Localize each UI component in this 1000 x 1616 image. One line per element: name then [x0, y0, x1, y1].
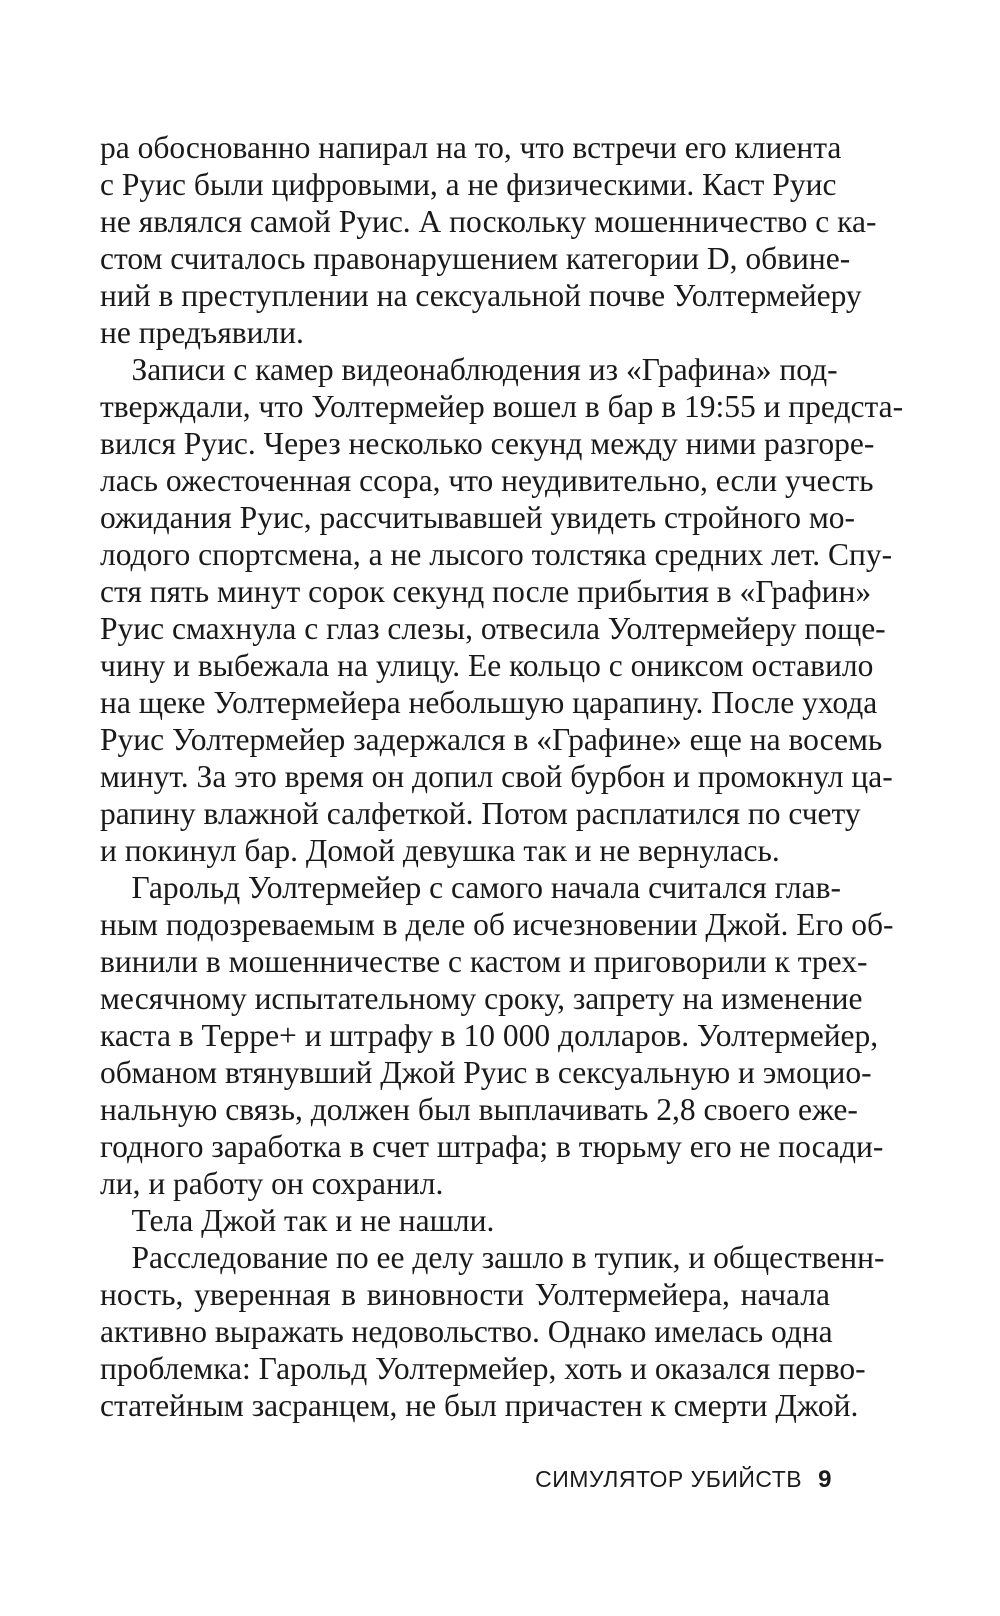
text-line: ний в преступлении на сексуальной почве Уолтермейеру: [100, 278, 862, 313]
text-line: нальную связь, должен был выплачивать 2,8 своего еже-: [100, 1092, 858, 1127]
body-text: [100, 129, 904, 1424]
text-line: рапину влажной салфеткой. Потом расплатился по счету: [100, 796, 861, 831]
page-number: 9: [818, 1466, 832, 1493]
text-line: на щеке Уолтермейера небольшую царапину. После ухода: [100, 685, 878, 720]
text-line: каста в Терре+ и штрафу в 10 000 долларов. Уолтермейер,: [100, 1018, 879, 1053]
text-line: винили в мошенничестве с кастом и приговорили к трех-: [100, 944, 868, 979]
text-line: активно выражать недовольство. Однако имелась одна: [100, 1314, 833, 1349]
text-line: Руис смахнула с глаз слезы, отвесила Уолтермейеру поще-: [100, 611, 886, 646]
text-line: Руис Уолтермейер задержался в «Графине» еще на восемь: [100, 722, 883, 757]
text-line: стом считалось правонарушением категории D, обвине-: [100, 241, 851, 276]
text-line: Записи с камер видеонаблюдения из «Графина» под-: [100, 352, 838, 387]
text-line: ным подозреваемым в деле об исчезновении Джой. Его об-: [100, 907, 894, 942]
text-line: проблемка: Гарольд Уолтермейер, хоть и оказался перво-: [100, 1351, 866, 1386]
text-line: месячному испытательному сроку, запрету на изменение: [100, 981, 863, 1016]
text-line: лась ожесточенная ссора, что неудивительно, если учесть: [100, 463, 874, 498]
paragraph: [100, 1202, 830, 1239]
text-line: не являлся самой Руис. А поскольку мошенничество с ка-: [100, 204, 877, 239]
text-line: с Руис были цифровыми, а не физическими. Каст Руис: [100, 167, 837, 202]
text-line: статейным засранцем, не был причастен к смерти Джой.: [100, 1388, 859, 1423]
text-line: обманом втянувший Джой Руис в сексуальную и эмоцио-: [100, 1055, 872, 1090]
text-line: ность, уверенная в виновности Уолтермейера, начала: [100, 1277, 830, 1312]
text-line: тверждали, что Уолтермейер вошел в бар в 19:55 и предста-: [100, 389, 904, 424]
text-line: стя пять минут сорок секунд после прибытия в «Графин»: [100, 574, 872, 609]
text-line: годного заработка в счет штрафа; в тюрьму его не посади-: [100, 1129, 884, 1164]
paragraph: [100, 351, 904, 869]
paragraph: [100, 1239, 885, 1424]
text-line: ожидания Руис, рассчитывавшей увидеть стройного мо-: [100, 500, 856, 535]
text-line: ра обоснованно напирал на то, что встречи его клиента: [100, 130, 842, 165]
paragraph: [100, 869, 894, 1202]
page-footer: [535, 1466, 832, 1494]
paragraph: [100, 129, 877, 351]
text-line: лодого спортсмена, а не лысого толстяка средних лет. Спу-: [100, 537, 893, 572]
text-line: чину и выбежала на улицу. Ее кольцо с ониксом оставило: [100, 648, 874, 683]
running-title: СИМУЛЯТОР УБИЙСТВ: [535, 1466, 803, 1492]
text-line: ли, и работу он сохранил.: [100, 1166, 444, 1201]
text-line: вился Руис. Через несколько секунд между ними разгоре-: [100, 426, 875, 461]
text-line: не предъявили.: [100, 315, 304, 350]
text-line: Расследование по ее делу зашло в тупик, и общественн-: [100, 1240, 885, 1275]
text-line: минут. За это время он допил свой бурбон и промокнул ца-: [100, 759, 893, 794]
text-line: и покинул бар. Домой девушка так и не вернулась.: [100, 833, 780, 868]
text-line: Гарольд Уолтермейер с самого начала считался глав-: [100, 870, 841, 905]
text-line: Тела Джой так и не нашли.: [100, 1203, 495, 1238]
